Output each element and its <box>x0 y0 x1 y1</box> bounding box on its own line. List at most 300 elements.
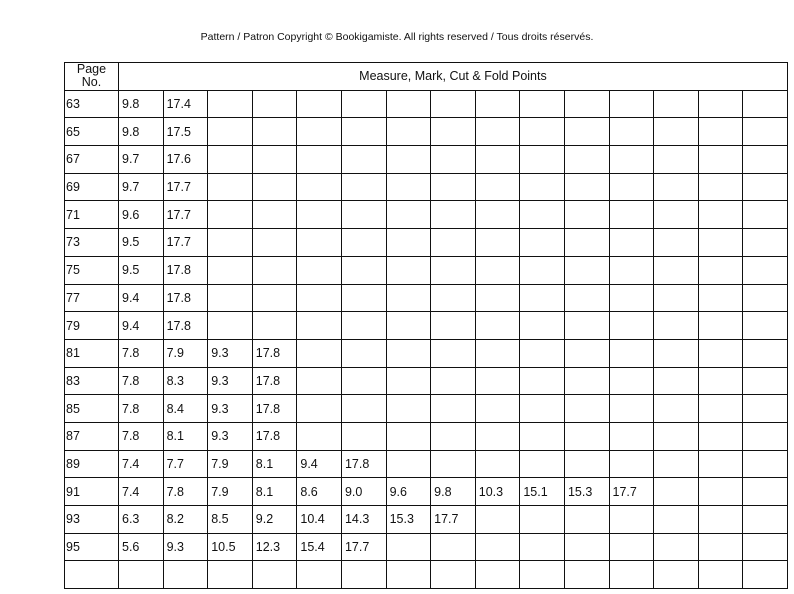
measure-cell: 9.8 <box>119 90 164 118</box>
measure-cell <box>743 256 788 284</box>
measure-cell <box>475 533 520 561</box>
measure-cell <box>609 201 654 229</box>
measure-cell <box>743 173 788 201</box>
measure-cell <box>609 173 654 201</box>
measure-cell <box>520 367 565 395</box>
measure-cell <box>698 201 743 229</box>
measure-cell <box>252 146 297 174</box>
measure-cell <box>609 312 654 340</box>
measure-cell <box>386 395 431 423</box>
measure-cell <box>341 201 386 229</box>
measure-cell: 5.6 <box>119 533 164 561</box>
measure-cell <box>475 256 520 284</box>
measure-cell: 15.3 <box>564 478 609 506</box>
measure-cell <box>386 422 431 450</box>
measure-cell <box>386 229 431 257</box>
table-row <box>65 478 788 506</box>
page-header-line2: No. <box>81 75 102 90</box>
measure-cell: 17.8 <box>252 367 297 395</box>
measure-cell <box>520 312 565 340</box>
measure-cell <box>520 450 565 478</box>
measure-cell <box>743 229 788 257</box>
table-row <box>65 533 788 561</box>
measure-cell <box>297 90 342 118</box>
measure-cell <box>654 533 699 561</box>
measure-cell <box>743 533 788 561</box>
page-number-cell: 65 <box>65 118 119 146</box>
measure-cell <box>698 173 743 201</box>
table-row <box>65 395 788 423</box>
measure-cell <box>341 561 386 589</box>
measure-cell <box>564 506 609 534</box>
measure-cell <box>743 561 788 589</box>
measure-cell: 8.1 <box>252 478 297 506</box>
page-number-cell: 83 <box>65 367 119 395</box>
measure-cell: 17.5 <box>163 118 208 146</box>
measure-cell: 9.4 <box>119 284 164 312</box>
measure-cell <box>654 478 699 506</box>
measure-cell <box>520 118 565 146</box>
measure-cell: 7.4 <box>119 450 164 478</box>
measure-cell <box>654 146 699 174</box>
measure-cell: 8.2 <box>163 506 208 534</box>
measure-cell <box>743 90 788 118</box>
measure-cell <box>252 284 297 312</box>
measure-cell <box>520 256 565 284</box>
measure-cell <box>431 533 476 561</box>
table-row <box>65 312 788 340</box>
measure-cell <box>341 90 386 118</box>
measure-cell <box>297 229 342 257</box>
measure-cell <box>341 367 386 395</box>
table-row <box>65 422 788 450</box>
measure-cell <box>743 146 788 174</box>
measure-cell <box>698 533 743 561</box>
measure-cell: 17.8 <box>163 284 208 312</box>
measure-cell: 10.4 <box>297 506 342 534</box>
measure-cell <box>698 284 743 312</box>
measure-cell <box>475 146 520 174</box>
measure-cell <box>564 395 609 423</box>
measure-cell <box>431 450 476 478</box>
measure-cell <box>386 256 431 284</box>
measure-cell <box>163 561 208 589</box>
measure-cell <box>520 201 565 229</box>
measure-cell <box>386 312 431 340</box>
measure-cell <box>386 173 431 201</box>
measure-cell <box>386 533 431 561</box>
measure-cell: 17.8 <box>341 450 386 478</box>
table-row <box>65 561 788 589</box>
measure-cell <box>609 339 654 367</box>
page-number-cell: 79 <box>65 312 119 340</box>
measure-cell: 9.4 <box>119 312 164 340</box>
measure-cell: 8.1 <box>163 422 208 450</box>
measure-cell <box>609 90 654 118</box>
measure-cell <box>564 312 609 340</box>
measure-cell <box>297 201 342 229</box>
measure-cell <box>208 229 253 257</box>
measure-cell <box>609 450 654 478</box>
measure-cell <box>431 561 476 589</box>
measure-cell <box>386 118 431 146</box>
measure-cell <box>475 118 520 146</box>
measure-cell <box>297 395 342 423</box>
measure-cell <box>609 229 654 257</box>
measure-cell <box>654 312 699 340</box>
table-row <box>65 146 788 174</box>
measure-cell <box>386 561 431 589</box>
measure-cell: 17.7 <box>163 201 208 229</box>
measure-cell <box>698 256 743 284</box>
measure-cell <box>297 339 342 367</box>
measure-cell <box>341 229 386 257</box>
measure-cell <box>698 506 743 534</box>
measure-cell <box>297 173 342 201</box>
measure-cell <box>386 450 431 478</box>
page-number-cell: 71 <box>65 201 119 229</box>
measure-cell <box>520 395 565 423</box>
measure-cell <box>297 561 342 589</box>
measure-cell: 17.8 <box>252 339 297 367</box>
measure-cell <box>609 118 654 146</box>
measure-cell <box>252 256 297 284</box>
table-row <box>65 284 788 312</box>
measure-cell: 7.9 <box>208 450 253 478</box>
measure-cell <box>341 339 386 367</box>
measure-cell: 7.9 <box>163 339 208 367</box>
measure-cell <box>252 561 297 589</box>
table-row <box>65 229 788 257</box>
measure-cell: 8.3 <box>163 367 208 395</box>
measure-cell <box>475 506 520 534</box>
measure-cell <box>431 90 476 118</box>
measure-cell <box>743 395 788 423</box>
measure-cell: 17.7 <box>341 533 386 561</box>
measure-cell: 8.5 <box>208 506 253 534</box>
measure-cell: 10.3 <box>475 478 520 506</box>
measure-cell <box>654 450 699 478</box>
page-number-cell: 63 <box>65 90 119 118</box>
measure-cell <box>654 90 699 118</box>
table-row <box>65 173 788 201</box>
measure-cell <box>252 312 297 340</box>
measure-cell <box>341 256 386 284</box>
measure-cell <box>654 422 699 450</box>
measure-cell <box>475 201 520 229</box>
table-row <box>65 118 788 146</box>
measure-cell <box>609 284 654 312</box>
measure-cell <box>698 422 743 450</box>
measure-cell: 9.3 <box>163 533 208 561</box>
measure-cell <box>609 256 654 284</box>
measure-cell <box>564 201 609 229</box>
page-number-header <box>65 63 119 91</box>
measure-cell <box>341 312 386 340</box>
table-row <box>65 450 788 478</box>
measure-cell: 17.7 <box>609 478 654 506</box>
measure-cell <box>698 339 743 367</box>
measure-cell <box>564 90 609 118</box>
page-number-cell: 73 <box>65 229 119 257</box>
table-row <box>65 256 788 284</box>
measure-cell <box>475 395 520 423</box>
measure-cell <box>564 422 609 450</box>
page-number-cell: 85 <box>65 395 119 423</box>
measure-cell <box>743 201 788 229</box>
measure-cell: 9.4 <box>297 450 342 478</box>
measure-cell <box>654 229 699 257</box>
measure-cell: 10.5 <box>208 533 253 561</box>
measure-cell <box>431 201 476 229</box>
measure-cell: 7.8 <box>163 478 208 506</box>
measure-cell <box>341 146 386 174</box>
measure-cell: 8.4 <box>163 395 208 423</box>
measure-header: Measure, Mark, Cut & Fold Points <box>119 63 788 91</box>
measure-cell: 9.5 <box>119 256 164 284</box>
measure-cell: 7.8 <box>119 339 164 367</box>
measure-cell <box>564 533 609 561</box>
measure-cell <box>564 450 609 478</box>
page-header-line1: Page <box>76 62 107 77</box>
measure-cell <box>341 395 386 423</box>
measure-cell <box>475 312 520 340</box>
measure-cell: 9.3 <box>208 422 253 450</box>
measure-cell <box>654 506 699 534</box>
measure-cell <box>743 450 788 478</box>
measure-cell <box>564 118 609 146</box>
copyright-caption: Pattern / Patron Copyright © Bookigamiste. All rights reserved / Tous droits réservés. <box>200 31 594 43</box>
measure-cell: 14.3 <box>341 506 386 534</box>
page-number-cell: 93 <box>65 506 119 534</box>
measure-cell <box>431 284 476 312</box>
measure-cell <box>252 118 297 146</box>
measure-cell <box>654 118 699 146</box>
measure-cell: 9.7 <box>119 173 164 201</box>
measure-cell: 9.3 <box>208 367 253 395</box>
measure-cell <box>609 506 654 534</box>
measure-cell <box>520 422 565 450</box>
measure-cell: 8.6 <box>297 478 342 506</box>
measure-cell <box>743 339 788 367</box>
measure-cell: 9.8 <box>431 478 476 506</box>
measure-cell: 9.5 <box>119 229 164 257</box>
measure-cell <box>520 339 565 367</box>
measure-cell <box>520 533 565 561</box>
measure-cell <box>520 173 565 201</box>
measure-cell <box>297 284 342 312</box>
measure-cell: 15.1 <box>520 478 565 506</box>
measure-cell <box>431 395 476 423</box>
measure-cell <box>564 173 609 201</box>
measure-cell: 17.8 <box>252 422 297 450</box>
page-number-cell: 67 <box>65 146 119 174</box>
measure-cell <box>475 90 520 118</box>
table-row <box>65 506 788 534</box>
measure-cell <box>475 229 520 257</box>
measure-cell <box>520 146 565 174</box>
measure-cell <box>297 367 342 395</box>
measure-cell <box>208 90 253 118</box>
measure-cell <box>564 146 609 174</box>
measure-cell <box>475 284 520 312</box>
measure-cell <box>208 201 253 229</box>
measure-cell: 7.8 <box>119 395 164 423</box>
measure-cell <box>609 422 654 450</box>
measure-cell <box>208 173 253 201</box>
measure-cell <box>698 450 743 478</box>
measure-cell: 17.8 <box>163 312 208 340</box>
measure-cell: 15.4 <box>297 533 342 561</box>
measure-cell <box>698 478 743 506</box>
measure-cell <box>698 118 743 146</box>
table-row <box>65 90 788 118</box>
measure-cell <box>386 201 431 229</box>
measure-cell <box>386 146 431 174</box>
measure-cell: 12.3 <box>252 533 297 561</box>
measure-cell <box>341 284 386 312</box>
measure-cell: 17.8 <box>163 256 208 284</box>
measure-cell <box>520 506 565 534</box>
measure-cell: 9.8 <box>119 118 164 146</box>
measure-cell <box>386 90 431 118</box>
measure-cell <box>520 229 565 257</box>
measure-cell <box>252 229 297 257</box>
measure-cell <box>208 118 253 146</box>
page-number-cell: 91 <box>65 478 119 506</box>
table-row <box>65 201 788 229</box>
measure-cell <box>475 173 520 201</box>
page-number-cell: 87 <box>65 422 119 450</box>
measure-cell <box>743 312 788 340</box>
measure-cell <box>119 561 164 589</box>
measure-cell: 7.7 <box>163 450 208 478</box>
measure-cell: 8.1 <box>252 450 297 478</box>
table-row <box>65 367 788 395</box>
measure-cell <box>208 312 253 340</box>
page-number-cell: 75 <box>65 256 119 284</box>
measure-cell <box>698 146 743 174</box>
measure-cell <box>431 256 476 284</box>
measure-cell <box>654 339 699 367</box>
measure-cell <box>297 118 342 146</box>
measure-cell <box>386 284 431 312</box>
measure-cell <box>341 173 386 201</box>
measure-cell: 17.7 <box>431 506 476 534</box>
measure-cell <box>431 312 476 340</box>
measure-cell <box>386 367 431 395</box>
header-row <box>65 63 788 91</box>
measure-cell <box>297 312 342 340</box>
measure-cell: 9.7 <box>119 146 164 174</box>
measure-cell <box>654 561 699 589</box>
measure-cell <box>743 506 788 534</box>
measure-cell <box>297 256 342 284</box>
measure-cell <box>431 173 476 201</box>
measure-cell <box>743 422 788 450</box>
measure-cell: 17.7 <box>163 173 208 201</box>
measure-cell <box>475 561 520 589</box>
fold-points-table <box>64 62 788 589</box>
measure-cell: 7.4 <box>119 478 164 506</box>
measure-cell: 9.6 <box>119 201 164 229</box>
page-number-cell: 95 <box>65 533 119 561</box>
measure-cell <box>297 146 342 174</box>
measure-cell <box>431 229 476 257</box>
measure-cell <box>252 90 297 118</box>
measure-cell <box>431 118 476 146</box>
measure-cell <box>208 256 253 284</box>
measure-cell <box>475 450 520 478</box>
measure-cell <box>654 201 699 229</box>
measure-cell <box>564 339 609 367</box>
measure-cell: 17.8 <box>252 395 297 423</box>
measure-cell <box>341 118 386 146</box>
measure-cell <box>431 146 476 174</box>
measure-cell: 7.8 <box>119 422 164 450</box>
measure-cell <box>252 173 297 201</box>
measure-cell <box>431 339 476 367</box>
measure-cell <box>564 367 609 395</box>
measure-cell: 9.0 <box>341 478 386 506</box>
measure-cell <box>475 339 520 367</box>
measure-cell: 15.3 <box>386 506 431 534</box>
measure-cell <box>297 422 342 450</box>
measure-cell: 6.3 <box>119 506 164 534</box>
measure-cell <box>208 146 253 174</box>
measure-cell <box>564 229 609 257</box>
measure-cell <box>252 201 297 229</box>
measure-cell <box>520 284 565 312</box>
measure-cell <box>475 422 520 450</box>
measure-cell <box>431 367 476 395</box>
measure-cell <box>743 367 788 395</box>
measure-cell <box>208 561 253 589</box>
table-row <box>65 339 788 367</box>
measure-cell <box>654 367 699 395</box>
measure-cell <box>698 561 743 589</box>
measure-cell: 7.8 <box>119 367 164 395</box>
measure-cell <box>431 422 476 450</box>
measure-cell <box>654 395 699 423</box>
measure-cell <box>564 561 609 589</box>
measure-cell: 7.9 <box>208 478 253 506</box>
measure-cell <box>609 146 654 174</box>
measure-cell <box>564 256 609 284</box>
measure-cell <box>386 339 431 367</box>
measure-cell <box>609 561 654 589</box>
measure-cell <box>520 561 565 589</box>
measure-cell: 17.6 <box>163 146 208 174</box>
measure-cell: 17.4 <box>163 90 208 118</box>
measure-cell <box>698 229 743 257</box>
page-number-cell: 81 <box>65 339 119 367</box>
measure-cell <box>208 284 253 312</box>
measure-cell <box>609 395 654 423</box>
page-number-cell: 77 <box>65 284 119 312</box>
measure-cell <box>698 90 743 118</box>
measure-cell: 9.3 <box>208 339 253 367</box>
page-number-cell: 69 <box>65 173 119 201</box>
measure-cell <box>609 367 654 395</box>
measure-cell: 9.3 <box>208 395 253 423</box>
measure-cell <box>609 533 654 561</box>
measure-cell <box>654 256 699 284</box>
measure-cell: 9.6 <box>386 478 431 506</box>
measure-cell <box>698 312 743 340</box>
measure-cell <box>341 422 386 450</box>
measure-cell <box>654 173 699 201</box>
